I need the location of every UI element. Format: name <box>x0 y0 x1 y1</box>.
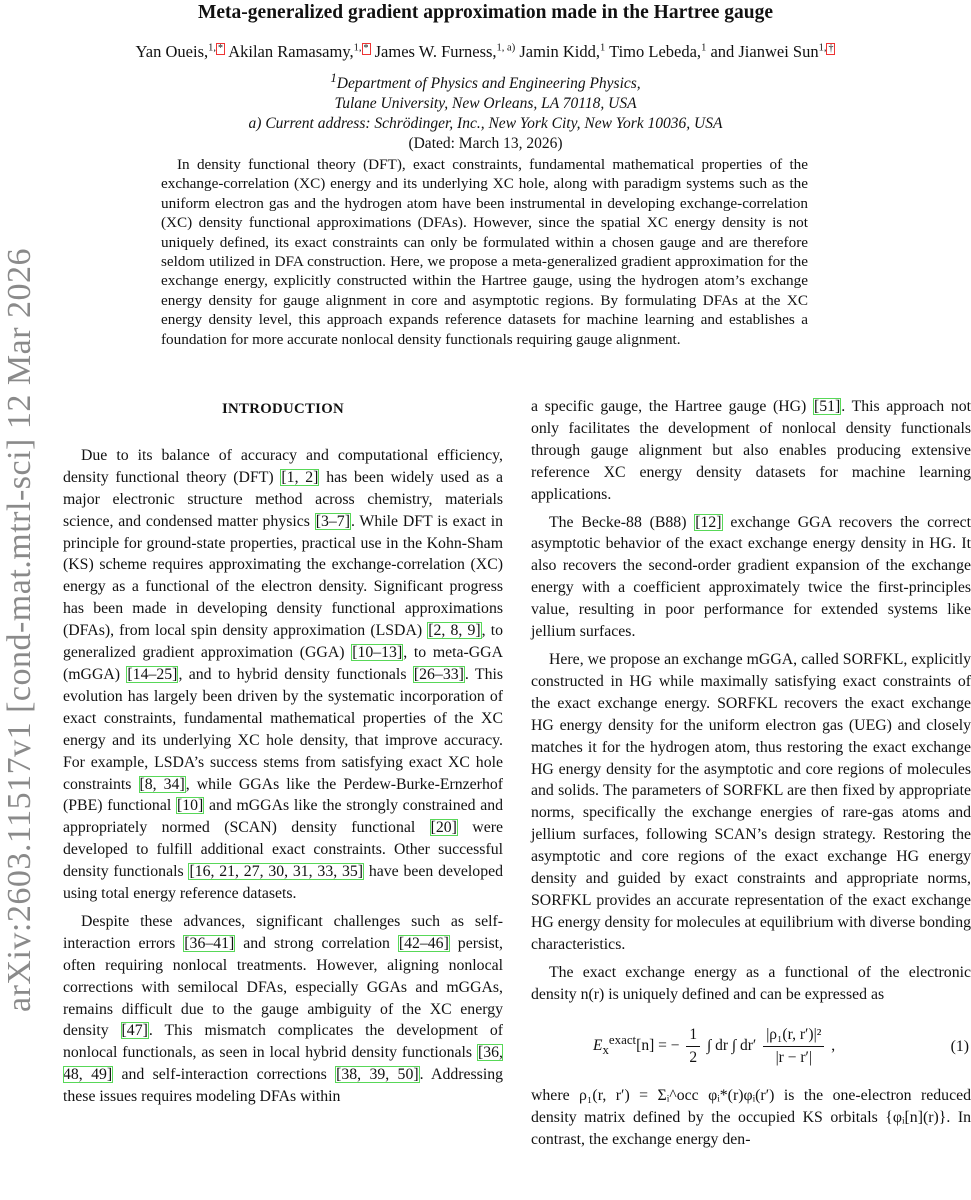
citation-link[interactable]: [10] <box>176 797 204 815</box>
author-name: James W. Furness, <box>370 42 497 61</box>
eq-kernel-numerator: |ρ₁(r, r′)|² <box>763 1024 824 1047</box>
citation-link[interactable]: [3–7] <box>315 512 350 530</box>
affiliation-line: a) Current address: Schrödinger, Inc., New York City, New York 10036, USA <box>248 115 723 133</box>
citation-link[interactable]: [14–25] <box>127 665 178 683</box>
section-heading: INTRODUCTION <box>222 401 344 417</box>
text-run: have been developed using total energy reference datasets. <box>63 863 504 903</box>
citation-link[interactable]: [51] <box>813 398 841 415</box>
citation-link[interactable]: [47] <box>121 1022 148 1040</box>
paragraph <box>531 512 971 643</box>
paragraph: The exact exchange energy as a functional of the electronic density n(r) is uniquely defined and can be expressed as <box>531 963 971 1003</box>
paragraph: Here, we propose an exchange mGGA, called SORFKL, explicitly constructed in HG while maximally satisfying exact constraints of the exact exchange energy. SORFKL recovers the exact exchange HG energy density for the uniform electron gas (UEG) and closely matches it for the hydrogen atom, thus restoring the exact exchange HG energy density for the asymptotic and core regions of molecules and solids. The parameters of SORFKL are then fixed by appropriate norms, specifically the exchange energies of rare-gas atoms and jellium surfaces, following SCAN’s design strategy. Restoring the asymptotic and core regions of the exact exchange HG energy density and guided by exact constraints and appropriate norms, SORFKL provides an accurate representation of the exact exchange HG energy density for molecules at equilibrium with diverse bonding characteristics. <box>531 650 971 953</box>
eq-integrals: ∫ dr ∫ dr′ <box>706 1037 757 1055</box>
eq-symbol: E <box>593 1037 603 1055</box>
affiliation-line: Tulane University, New Orleans, LA 70118, USA <box>334 95 637 113</box>
footnote-link[interactable]: * <box>218 42 223 54</box>
text-run: The Becke-88 (B88) <box>549 513 695 531</box>
text-run: . Addressing these issues requires modeling DFAs within <box>63 1066 503 1106</box>
text-run: exchange GGA recovers the correct asymptotic behavior of the exact exchange energy density in HG. It also recovers the second-order gradient expansion of the exchange energy with a coefficient approximately twice the first-principles value, resulting in poor performance for extended systems like jellium surfaces. <box>531 513 971 641</box>
text-run: persist, often requiring nonlocal treatments. However, aligning nonlocal corrections with semilocal DFAs, especially GGAs and mGGAs, remains difficult due to the gauge ambiguity of the XC energy density <box>63 934 503 1040</box>
affiliation-block <box>0 68 971 154</box>
paragraph <box>531 396 971 506</box>
citation-link[interactable]: [2, 8, 9] <box>428 622 481 640</box>
author-name: Timo Lebeda, <box>605 42 702 61</box>
text-run: and mGGAs like the strongly constrained and appropriately normed (SCAN) density functional <box>63 797 504 837</box>
text-run: , to meta-GGA (mGGA) <box>63 644 504 683</box>
text-run: , while GGAs like the Perdew-Burke-Ernzerhof (PBE) functional <box>63 775 503 815</box>
author-name: Akilan Ramasamy, <box>225 42 354 61</box>
right-column <box>531 396 971 1157</box>
affiliation-line <box>0 68 971 94</box>
author-list <box>0 42 971 62</box>
citation-link[interactable]: [26–33] <box>413 665 464 683</box>
paragraph <box>63 445 503 905</box>
eq-kernel-fraction <box>763 1024 824 1069</box>
text-run: . This approach not only facilitates the development of nonlocal density functionals through gauge alignment but also enables producing extensive reference XC energy density datasets for machine learning applications. <box>531 398 971 503</box>
author-affiliation-mark: 1, <box>818 42 827 54</box>
author-affiliation-mark: 1, a) <box>496 42 516 54</box>
eq-trailing-punct: , <box>831 1037 836 1055</box>
arxiv-identifier: arXiv:2603.11517v1 [cond-mat.mtrl-sci] 12 Mar 2026 <box>1 247 39 1013</box>
paragraph: where ρ₁(r, r′) = Σᵢ^occ φᵢ*(r)φᵢ(r′) is the one-electron reduced density matrix defined by the occupied KS orbitals {φᵢ[n](r)}. In contrast, the exchange energy den- <box>531 1087 971 1149</box>
eq-fraction-numerator: 1 <box>686 1024 700 1047</box>
citation-link[interactable]: [20] <box>430 819 457 837</box>
eq-fraction-denominator: 2 <box>689 1048 698 1066</box>
equation-number: (1) <box>950 1038 969 1056</box>
abstract: In density functional theory (DFT), exact constraints, fundamental mathematical properties of the exchange-correlation (XC) energy and its underlying XC hole, along with paradigm systems such as the uniform electron gas and the hydrogen atom have been instrumental in developing exchange-correlation (XC) density functional approximations (DFAs). However, since the spatial XC energy density is not uniquely defined, its exact constraints can only be formulated within a chosen gauge and are therefore seldom utilized in DFA construction. Here, we propose a meta-generalized gradient approximation for the exchange energy, explicitly constructed within the Hartree gauge, using the hydrogen atom’s exchange energy density for gauge alignment in core and asymptotic regions. By formulating DFAs at the XC energy density level, this approach expands reference datasets for machine learning and establishes a foundation for more accurate nonlocal density functionals requiring gauge alignment. <box>161 156 808 348</box>
citation-link[interactable]: [16, 21, 27, 30, 31, 33, 35] <box>189 863 364 881</box>
affiliation-mark: 1 <box>330 70 337 85</box>
text-run: , and to hybrid density functionals <box>178 665 413 683</box>
citation-link[interactable]: [38, 39, 50] <box>336 1066 419 1084</box>
paper-title: Meta-generalized gradient approximation made in the Hartree gauge <box>198 2 773 23</box>
citation-link[interactable]: [42–46] <box>398 934 449 952</box>
left-column <box>63 393 503 1114</box>
eq-kernel-denominator: |r − r′| <box>775 1048 812 1066</box>
equation-body <box>593 1024 835 1069</box>
author-name: Yan Oueis, <box>135 42 209 61</box>
author-affiliation-mark: 1, <box>208 42 216 54</box>
citation-link[interactable]: [1, 2] <box>281 468 319 486</box>
text-run: , to generalized gradient approximation (GGA) <box>63 622 504 662</box>
author-affiliation-mark: 1 <box>701 42 707 54</box>
eq-fraction <box>686 1024 700 1069</box>
text-run: has been widely used as a major electronic structure method across chemistry, materials science, and condensed matter physics <box>63 468 503 530</box>
text-run: . While DFT is exact in principle for ground-state properties, practical use in the Kohn-Sham (KS) scheme requires approximating the exchange-correlation (XC) energy as a functional of the electron density. Significant progress has been made in developing density functional approximations (DFAs), from local spin density approximation (LSDA) <box>63 512 503 640</box>
text-run: Due to its balance of accuracy and computational efficiency, density functional theory (DFT) <box>63 446 503 486</box>
eq-superscript: exact <box>608 1031 637 1047</box>
arxiv-side-stamp <box>0 180 42 1080</box>
citation-link[interactable]: [10–13] <box>352 644 403 662</box>
citation-link[interactable]: [8, 34] <box>139 775 185 793</box>
eq-subscript: x <box>602 1042 609 1058</box>
text-run: . This mismatch complicates the development of nonlocal functionals, as seen in local hybrid density functionals <box>63 1022 503 1062</box>
author-name: and Jianwei Sun <box>706 42 819 61</box>
citation-link[interactable]: [36, 48, 49] <box>63 1044 503 1084</box>
equation-1 <box>531 1011 971 1081</box>
text-run: . This evolution has largely been driven by the systematic incorporation of exact constraints, fundamental mathematical properties of the XC energy and its underlying XC hole density, that improve accuracy. For example, LSDA’s success stems from satisfying exact XC hole constraints <box>63 665 504 793</box>
citation-link[interactable]: [12] <box>695 513 722 531</box>
author-name: Jamin Kidd, <box>515 42 601 61</box>
date-line: (Dated: March 13, 2026) <box>408 135 563 153</box>
eq-argument: [n] = − <box>636 1037 680 1055</box>
text-run: were developed to fulfill additional exact constraints. Other successful density functionals <box>63 819 503 881</box>
citation-link[interactable]: [36–41] <box>184 934 235 952</box>
author-affiliation-mark: 1, <box>353 42 362 54</box>
text-run: a specific gauge, the Hartree gauge (HG) <box>531 398 813 415</box>
author-affiliation-mark: 1 <box>600 42 606 54</box>
footnote-link[interactable]: * <box>363 42 369 54</box>
text-run: and self-interaction corrections <box>113 1066 336 1084</box>
footnote-link[interactable]: † <box>828 42 834 54</box>
paragraph <box>63 911 503 1108</box>
text-run: and strong correlation <box>235 934 398 952</box>
text-run: Despite these advances, significant challenges such as self-interaction errors <box>63 912 503 952</box>
affiliation-text: Department of Physics and Engineering Physics, <box>336 75 641 93</box>
